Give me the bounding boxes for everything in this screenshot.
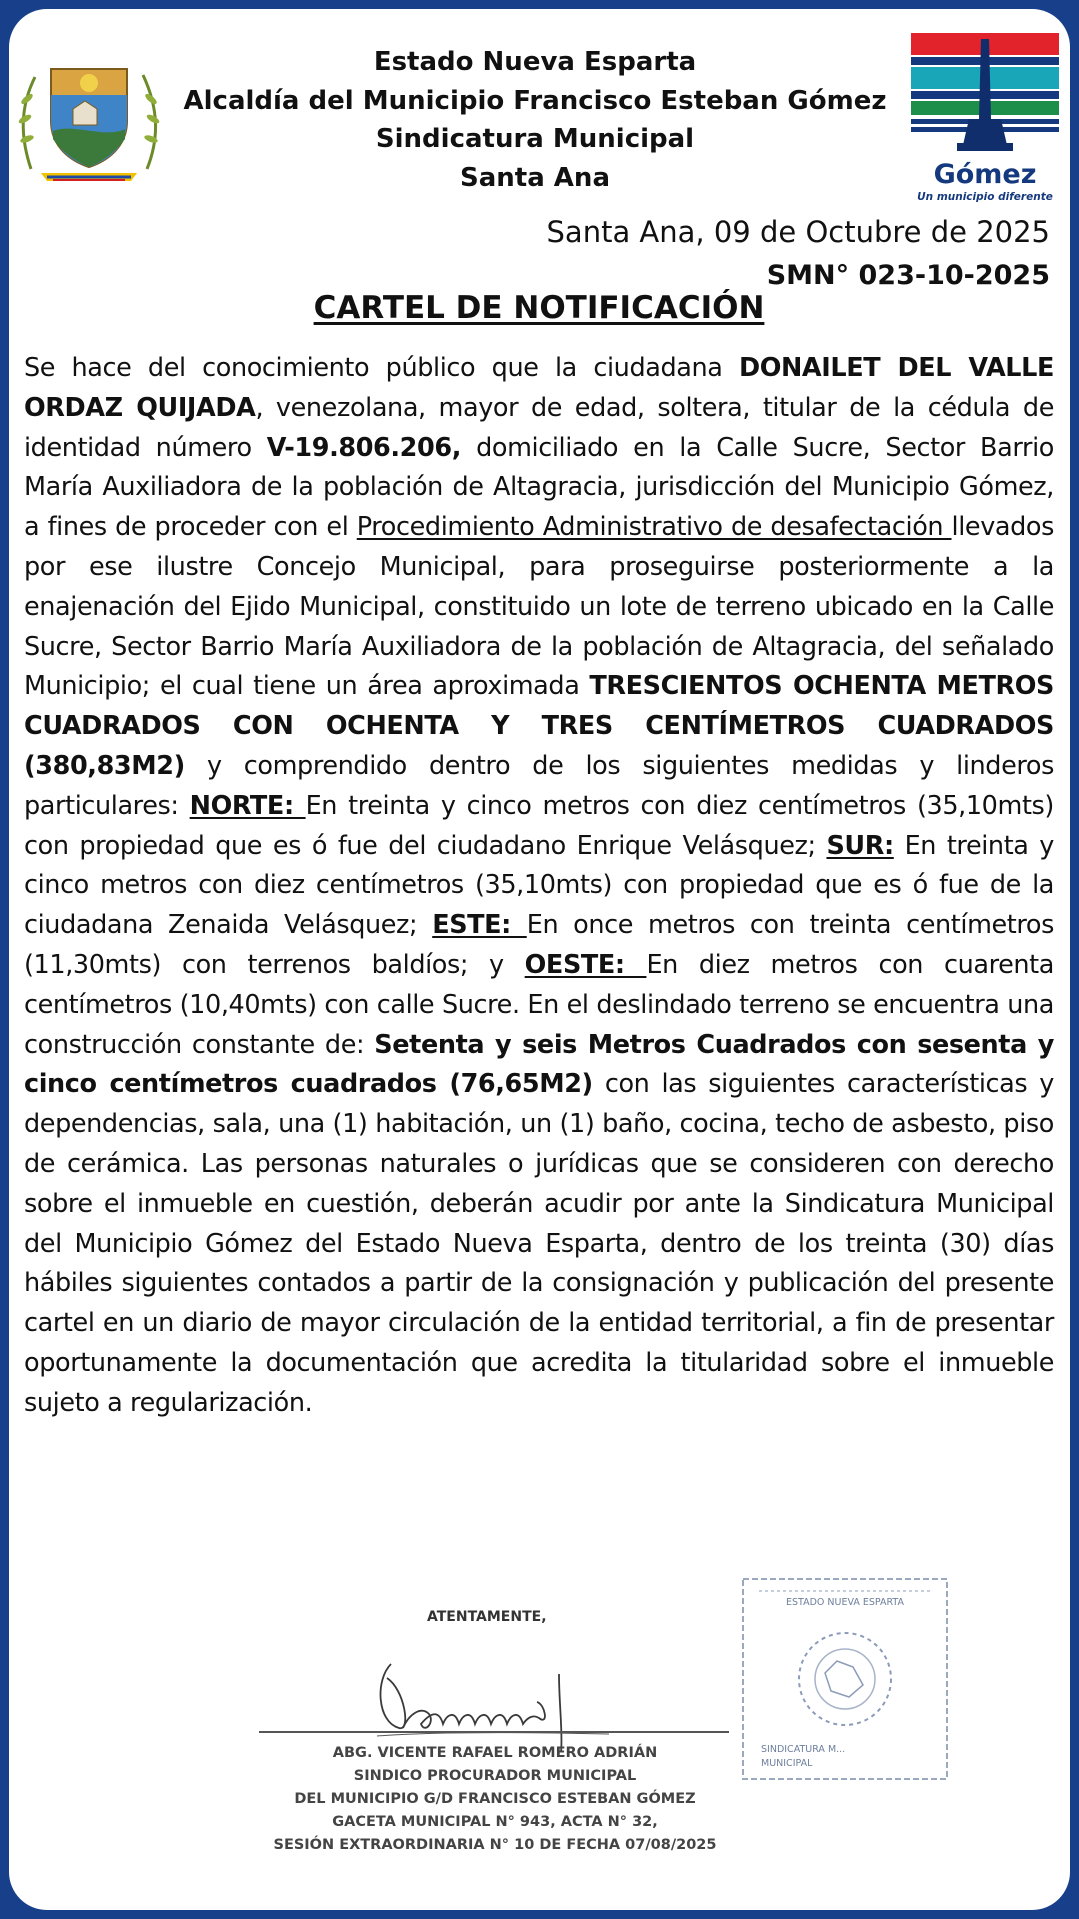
official-stamp <box>737 1575 953 1783</box>
letterhead-lines <box>159 43 911 197</box>
procedure-name: Procedimiento Administrativo de desafectación <box>356 512 952 543</box>
land-area: TRESCIENTOS OCHENTA METROS CUADRADOS CON OCHENTA Y TRES CENTÍMETROS CUADRADOS (380,83M2) <box>24 671 1054 781</box>
id-number: V-19.806.206, <box>266 432 462 463</box>
body-intro: Se hace del conocimiento público que la ciudadana <box>24 353 739 383</box>
closing-salutation: ATENTAMENTE, <box>427 1609 547 1625</box>
body-boundaries-intro: y comprendido dentro de los siguientes medidas y linderos particulares: <box>24 750 1054 821</box>
reference-number: SMN° 023-10-2025 <box>766 260 1050 291</box>
gomez-monument-icon <box>911 33 1059 157</box>
west-label: OESTE: <box>524 949 647 980</box>
brand-tagline: Un municipio diferente <box>917 191 1053 203</box>
notice-title: CARTEL DE NOTIFICACIÓN <box>313 290 765 326</box>
stamp-bottom-text: SINDICATURA M... MUNICIPAL <box>761 1744 846 1769</box>
signature-line <box>259 1731 729 1733</box>
header-office: Sindicatura Municipal <box>375 124 695 154</box>
brand-name: Gómez <box>933 159 1037 190</box>
body-address: domiciliado en la Calle Sucre, Sector Barrio María Auxiliadora de la población de Altagracia, jurisdicción del Municipio Gómez, a fines de proceder con el <box>24 432 1054 543</box>
north-boundary: En treinta y cinco metros con diez centímetros (35,10mts) con propiedad que es ó fue del ciudadano Enrique Velásquez; <box>24 790 1054 861</box>
header-mayoralty: Alcaldía del Municipio Francisco Esteban Gómez <box>183 85 887 116</box>
signature-block <box>9 1569 1070 1869</box>
south-boundary: En treinta y cinco metros con diez centímetros (35,10mts) con propiedad que es ó fue de la ciudadana Zenaida Velásquez; <box>24 830 1055 941</box>
notice-card <box>9 9 1070 1910</box>
signatory-municipality: DEL MUNICIPIO G/D FRANCISCO ESTEBAN GÓMEZ <box>294 1791 696 1807</box>
east-boundary: En once metros con treinta centímetros (11,30mts) con terrenos baldíos; y <box>24 910 1055 980</box>
body-land-location: llevados por ese ilustre Concejo Municipal, para proseguirse posteriormente a la enajenación del Ejido Municipal, constituido un lote de terreno ubicado en la Calle Sucre, Sector Barrio María Auxiliadora de la población de Altagracia, del señalado Municipio; el cual tiene un área aproximada <box>24 512 1054 702</box>
east-label: ESTE: <box>432 910 527 941</box>
signatory-session: SESIÓN EXTRAORDINARIA N° 10 DE FECHA 07/08/2025 <box>273 1837 717 1853</box>
signatory-gazette: GACETA MUNICIPAL N° 943, ACTA N° 32, <box>332 1814 658 1830</box>
body-closing: con las siguientes características y dependencias, sala, una (1) habitación, un (1) baño, cocina, techo de asbesto, piso de cerámica. Las personas naturales o jurídicas que se consideren con derecho sobre el inmueble en cuestión, deberán acudir por ante la Sindicatura Municipal del Municipio Gómez del Estado Nueva Esparta, dentro de los treinta (30) días hábiles siguientes contados a partir de la consignación y publicación del presente cartel en un diario de mayor circulación de la entidad territorial, a fin de presentar oportunamente la documentación que acredita la titularidad sobre el inmueble sujeto a regularización. <box>24 1069 1054 1418</box>
signatory-name: ABG. VICENTE RAFAEL ROMERO ADRIÁN <box>332 1745 658 1761</box>
letterhead <box>9 9 1070 209</box>
header-state: Estado Nueva Esparta <box>373 47 697 77</box>
header-town: Santa Ana <box>460 162 610 193</box>
north-label: NORTE: <box>189 790 306 821</box>
signatory-details <box>245 1742 745 1857</box>
notice-body <box>24 349 1054 1424</box>
construction-area: Setenta y seis Metros Cuadrados con sesenta y cinco centímetros cuadrados (76,65M2) <box>24 1029 1054 1100</box>
handwritten-signature <box>369 1644 659 1754</box>
municipal-crest-icon <box>13 39 165 187</box>
citizen-name: DONAILET DEL VALLE ORDAZ QUIJADA <box>24 353 1054 423</box>
signatory-title: SINDICO PROCURADOR MUNICIPAL <box>353 1768 637 1784</box>
date-line: Santa Ana, 09 de Octubre de 2025 <box>546 215 1050 249</box>
gomez-brand-logo <box>911 33 1063 203</box>
south-label: SUR: <box>826 830 894 861</box>
body-citizen-details: , venezolana, mayor de edad, soltera, titular de la cédula de identidad número <box>24 392 1054 463</box>
west-boundary: En diez metros con cuarenta centímetros (10,40mts) con calle Sucre. En el deslindado terreno se encuentra una construcción constante de: <box>24 949 1054 1060</box>
stamp-top-text: ESTADO NUEVA ESPARTA <box>785 1597 904 1608</box>
